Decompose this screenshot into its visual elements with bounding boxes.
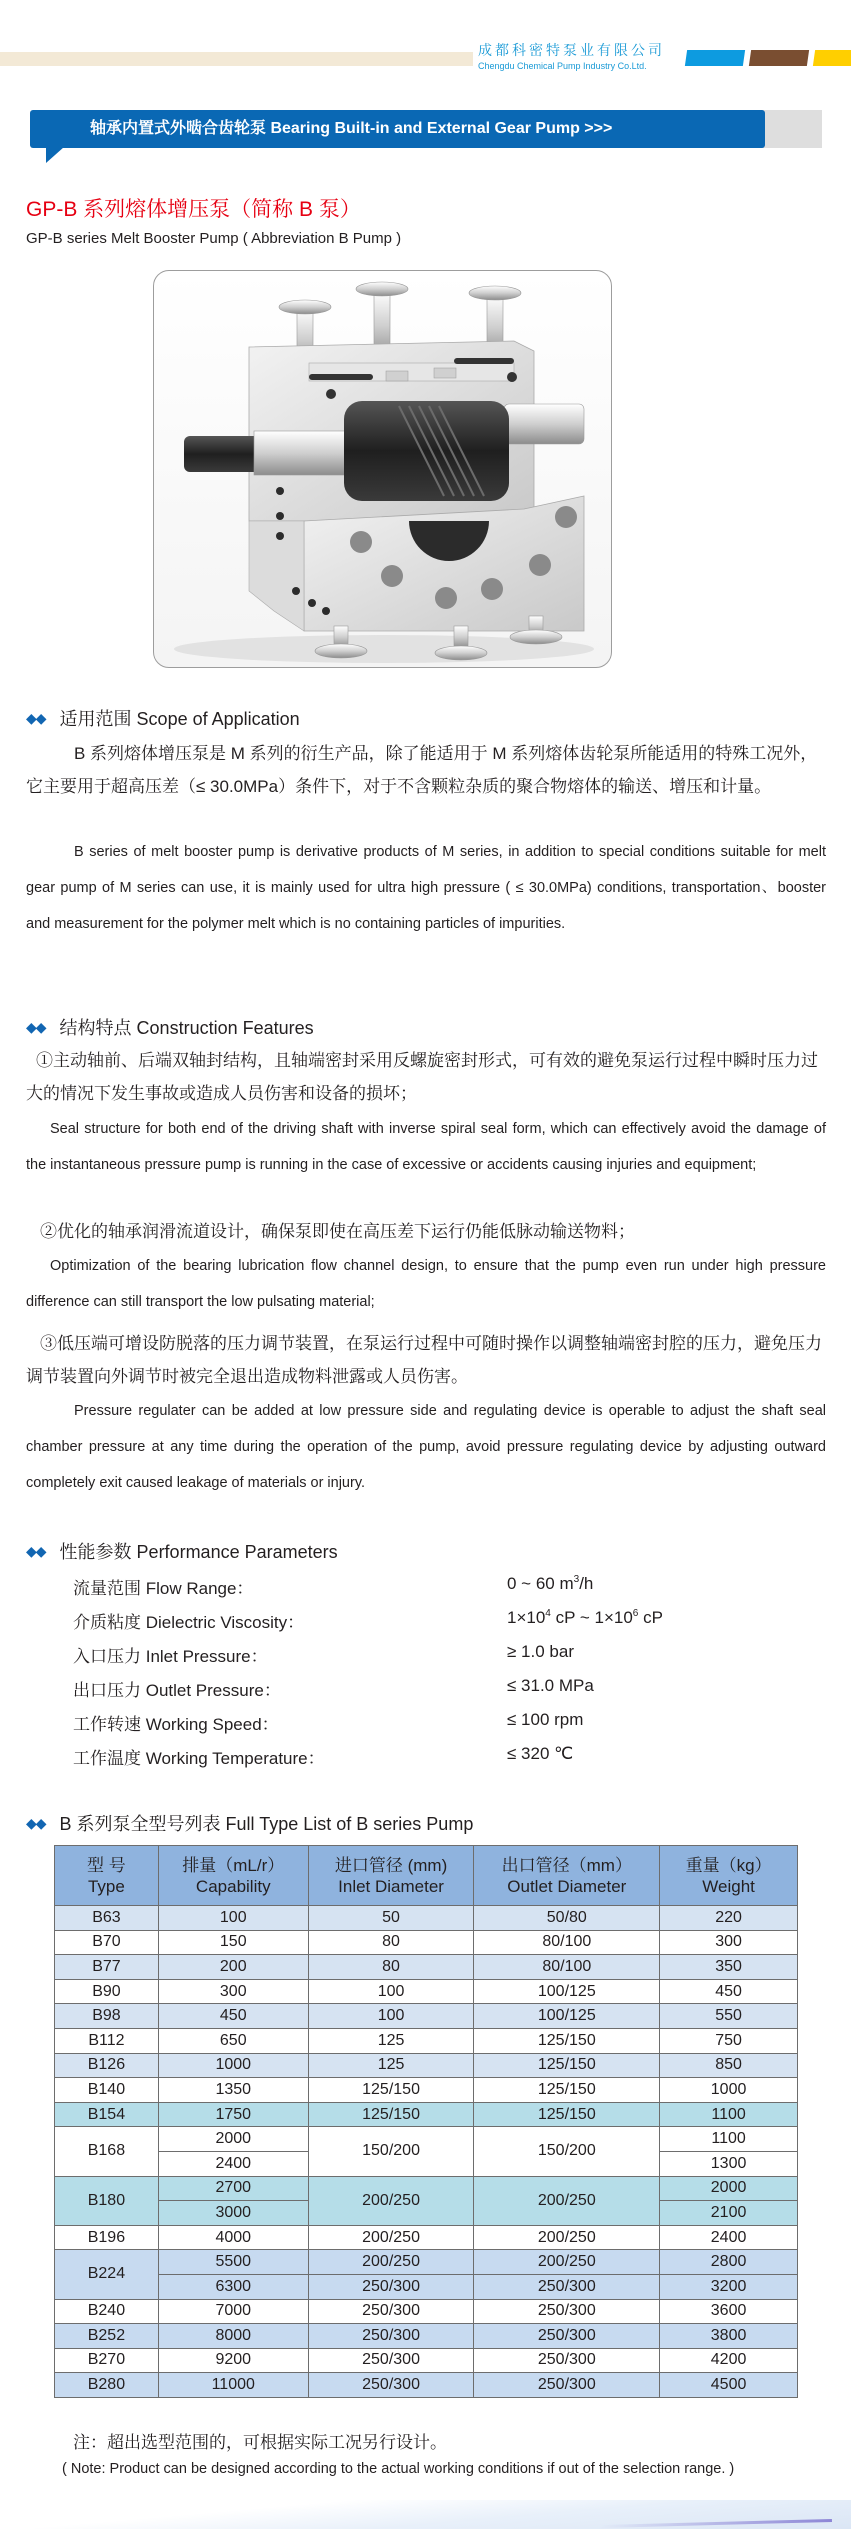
banner-tail <box>46 147 64 163</box>
performance-heading <box>26 1538 338 1564</box>
type-list-heading-text: B 系列泵全型号列表 Full Type List of B series Pump <box>59 1814 474 1834</box>
param-value-flow-range: 0 ~ 60 $m^3/h$ <box>507 1574 594 1593</box>
table-row: B98 450 100 100/125 550 <box>55 2004 798 2029</box>
param-value-working-speed: ≤ 100 rpm <box>507 1710 584 1729</box>
feature-2-cn: ②优化的轴承润滑流道设计，确保泵即使在高压差下运行仍能低脉动输送物料； <box>40 1222 635 1241</box>
table-note-cn: 注：超出选型范围的，可根据实际工况另行设计。 <box>73 2433 447 2452</box>
param-value-outlet-pressure: ≤ 31.0 MPa <box>507 1676 594 1695</box>
table-row: B77 200 80 80/100 350 <box>55 1955 798 1980</box>
table-row: B140 1350 125/150 125/150 1000 <box>55 2078 798 2103</box>
table-row: B126 1000 125 125/150 850 <box>55 2053 798 2078</box>
brand-stripe-yellow <box>813 50 851 66</box>
feature-3-en: Pressure regulater can be added at low pressure side and regulating device is operable to adjust the shaft seal chamber pressure at any time during the operation of the pump, avoid pressure regulating device by adjusting outward completely exit caused leakage of materials or injury. <box>26 1403 826 1491</box>
product-title-en: GP-B series Melt Booster Pump ( Abbreviation B Pump ) <box>26 230 402 247</box>
table-row: B252 8000 250/300 250/300 3800 <box>55 2324 798 2349</box>
diamond-bullet-icon: ◆◆ <box>26 1019 46 1035</box>
table-row: 3000 2100 <box>55 2201 798 2226</box>
diamond-bullet-icon: ◆◆ <box>26 1815 46 1831</box>
scope-text-en: B series of melt booster pump is derivative products of M series, in addition to special conditions suitable for melt gear pump of M series can use, it is mainly used for ultra high pressure ( ≤ 30.0MPa) conditions, transportation、booster and measurement for the polymer melt which is no containing particles of impurities. <box>26 844 826 932</box>
product-image-frame <box>153 270 612 668</box>
table-row: B224 5500 200/250 200/250 2800 <box>55 2250 798 2275</box>
scope-heading-text: 适用范围 Scope of Application <box>59 709 300 729</box>
table-row: B63 100 50 50/80 220 <box>55 1906 798 1931</box>
param-label-inlet-pressure: 入口压力 Inlet Pressure： <box>73 1647 268 1666</box>
table-row: B90 300 100 100/125 450 <box>55 1979 798 2004</box>
table-row: B112 650 125 125/150 750 <box>55 2028 798 2053</box>
product-title-cn: GP-B 系列熔体增压泵（简称 B 泵） <box>26 198 361 221</box>
feature-3-cn: ③低压端可增设防脱落的压力调节装置，在泵运行过程中可随时操作以调整轴端密封腔的压力，避免压力调节装置向外调节时被完全退出造成物料泄露或人员伤害。 <box>26 1334 822 1386</box>
performance-heading-text: 性能参数 Performance Parameters <box>59 1542 338 1562</box>
table-row: B154 1750 125/150 125/150 1100 <box>55 2102 798 2127</box>
table-row: 6300 250/300 250/300 3200 <box>55 2274 798 2299</box>
param-label-viscosity: 介质粘度 Dielectric Viscosity： <box>73 1613 305 1632</box>
gear-pump-cutaway-image <box>154 271 612 668</box>
param-value-working-temperature: ≤ 320 ℃ <box>507 1744 574 1763</box>
param-label-flow-range: 流量范围 Flow Range： <box>73 1579 254 1598</box>
table-row: B70 150 80 80/100 300 <box>55 1930 798 1955</box>
table-row: 2400 1300 <box>55 2151 798 2176</box>
brand-stripe-brown <box>749 50 809 66</box>
col-header-type: 型 号 Type <box>55 1846 159 1906</box>
construction-heading <box>26 1014 314 1040</box>
param-label-working-speed: 工作转速 Working Speed： <box>73 1715 279 1734</box>
feature-1-cn: ①主动轴前、后端双轴封结构，且轴端密封采用反螺旋密封形式，可有效的避免泵运行过程中瞬时压力过大的情况下发生事故或造成人员伤害和设备的损坏； <box>26 1051 818 1103</box>
param-label-working-temperature: 工作温度 Working Temperature： <box>73 1749 325 1768</box>
type-list-table <box>54 1845 798 2398</box>
company-name-cn: 成都科密特泵业有限公司 <box>478 43 665 59</box>
feature-2-en: Optimization of the bearing lubrication flow channel design, to ensure that the pump even run under high pressure difference can still transport the low pulsating material; <box>26 1258 826 1310</box>
table-row: B196 4000 200/250 200/250 2400 <box>55 2225 798 2250</box>
table-row: B280 11000 250/300 250/300 4500 <box>55 2373 798 2398</box>
param-value-inlet-pressure: ≥ 1.0 bar <box>507 1642 574 1661</box>
construction-heading-text: 结构特点 Construction Features <box>59 1018 314 1038</box>
header-band <box>0 52 473 66</box>
col-header-outlet: 出口管径（mm） Outlet Diameter <box>474 1846 660 1906</box>
param-label-outlet-pressure: 出口压力 Outlet Pressure： <box>73 1681 281 1700</box>
table-row: B168 2000 150/200 150/200 1100 <box>55 2127 798 2152</box>
category-banner: 轴承内置式外啮合齿轮泵 Bearing Built-in and External Gear Pump >>> <box>30 110 765 148</box>
table-row: B180 2700 200/250 200/250 2000 <box>55 2176 798 2201</box>
col-header-inlet: 进口管径 (mm) Inlet Diameter <box>308 1846 474 1906</box>
feature-1-en: Seal structure for both end of the driving shaft with inverse spiral seal form, which can effectively avoid the damage of the instantaneous pressure pump is running in the case of excessive or accidents causing injuries and equipment; <box>26 1121 826 1173</box>
brand-stripe-blue <box>685 50 745 66</box>
scope-heading <box>26 705 300 731</box>
diamond-bullet-icon: ◆◆ <box>26 710 46 726</box>
scope-text-cn: B 系列熔体增压泵是 M 系列的衍生产品，除了能适用于 M 系列熔体齿轮泵所能适用的特殊工况外，它主要用于超高压差（≤ 30.0MPa）条件下，对于不含颗粒杂质的聚合物熔体的输送、增压和计量。 <box>26 744 818 796</box>
table-row: B240 7000 250/300 250/300 3600 <box>55 2299 798 2324</box>
table-row: B270 9200 250/300 250/300 4200 <box>55 2348 798 2373</box>
table-note-en: ( Note: Product can be designed according to the actual working conditions if out of the selection range. ) <box>62 2461 735 2477</box>
table-header-row <box>55 1846 798 1906</box>
col-header-capability: 排量（mL/r） Capability <box>158 1846 308 1906</box>
col-header-weight: 重量（kg） Weight <box>660 1846 798 1906</box>
company-name-en: Chengdu Chemical Pump Industry Co.Ltd. <box>478 61 647 71</box>
type-list-heading <box>26 1810 473 1836</box>
diamond-bullet-icon: ◆◆ <box>26 1543 46 1559</box>
param-value-viscosity: $1\times 10^4$ cP ~ $1\times 10^6$ cP <box>507 1608 663 1627</box>
